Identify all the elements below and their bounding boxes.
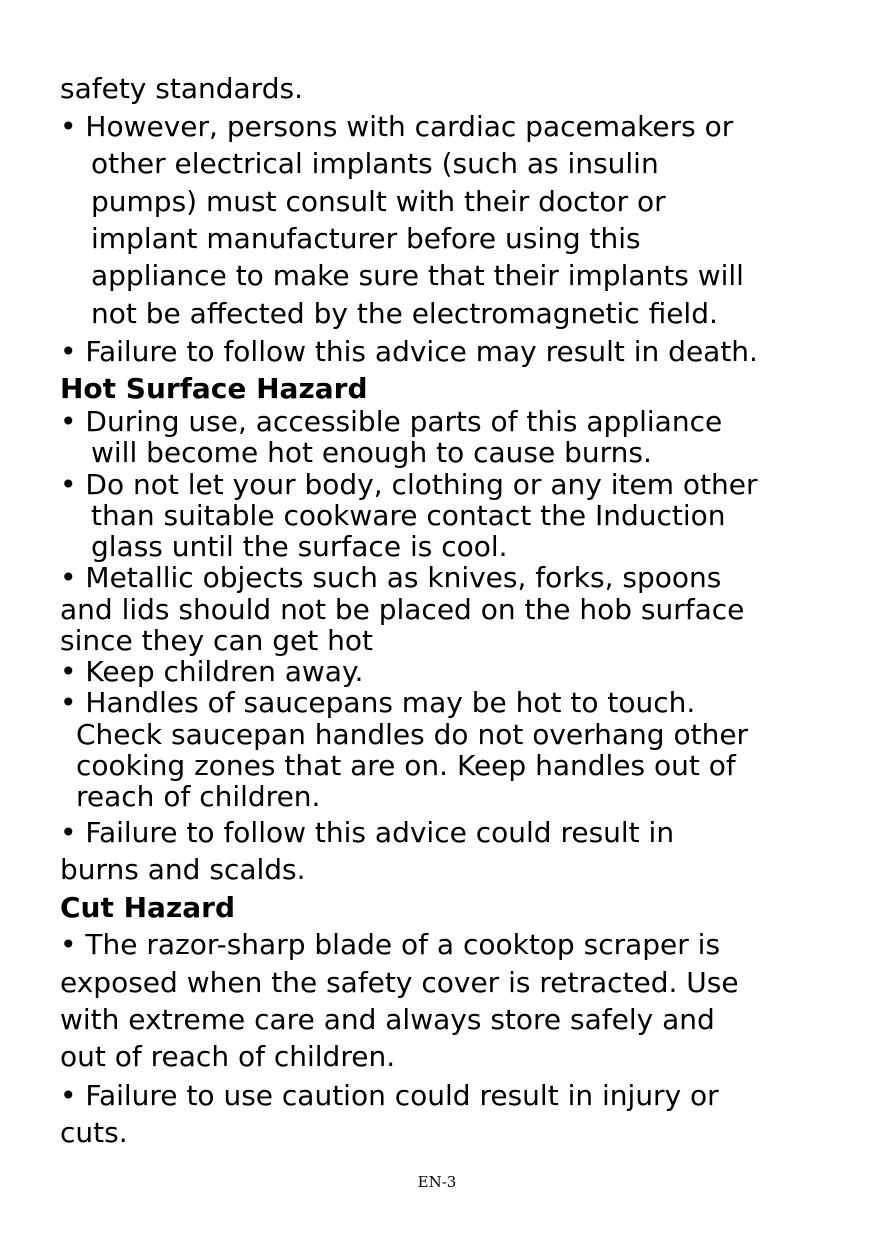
bullet-line: • Failure to follow this advice could result in [60, 816, 675, 849]
bullet-line: implant manufacturer before using this [91, 222, 641, 255]
section-heading: Hot Surface Hazard [60, 372, 368, 405]
bullet-line: • The razor-sharp blade of a cooktop scraper is [60, 928, 721, 961]
page-number: EN-3 [417, 1173, 457, 1191]
bullet-line: cooking zones that are on. Keep handles out of [76, 749, 736, 782]
bullet-line: • Do not let your body, clothing or any item other [60, 468, 758, 501]
bullet-line: • Handles of saucepans may be hot to touch. [60, 686, 696, 719]
bullet-line: and lids should not be placed on the hob surface [60, 593, 745, 626]
bullet-line: appliance to make sure that their implants will [91, 259, 744, 292]
bullet-line: reach of children. [76, 780, 321, 813]
bullet-line: • Metallic objects such as knives, forks, spoons [60, 561, 722, 594]
bullet-line: • During use, accessible parts of this appliance [60, 405, 723, 438]
bullet-line: • However, persons with cardiac pacemakers or [60, 110, 734, 143]
bullet-line: other electrical implants (such as insulin [91, 147, 659, 180]
bullet-line: • Failure to follow this advice may result in death. [60, 335, 758, 368]
section-heading: Cut Hazard [60, 891, 235, 924]
bullet-line: cuts. [60, 1116, 128, 1149]
bullet-line: exposed when the safety cover is retracted. Use [60, 966, 739, 999]
bullet-line: than suitable cookware contact the Induction [91, 499, 726, 532]
bullet-line: with extreme care and always store safely and [60, 1003, 715, 1036]
bullet-line: not be affected by the electromagnetic field. [91, 297, 718, 330]
bullet-line: pumps) must consult with their doctor or [91, 185, 666, 218]
bullet-line: since they can get hot [60, 624, 373, 657]
bullet-line: • Failure to use caution could result in injury or [60, 1079, 719, 1112]
bullet-line: glass until the surface is cool. [91, 530, 508, 563]
bullet-line: • Keep children away. [60, 655, 364, 688]
bullet-line: Check saucepan handles do not overhang other [76, 718, 749, 751]
bullet-line: out of reach of children. [60, 1040, 396, 1073]
bullet-line: will become hot enough to cause burns. [91, 436, 652, 469]
bullet-line: burns and scalds. [60, 853, 306, 886]
text-line: safety standards. [60, 72, 303, 105]
